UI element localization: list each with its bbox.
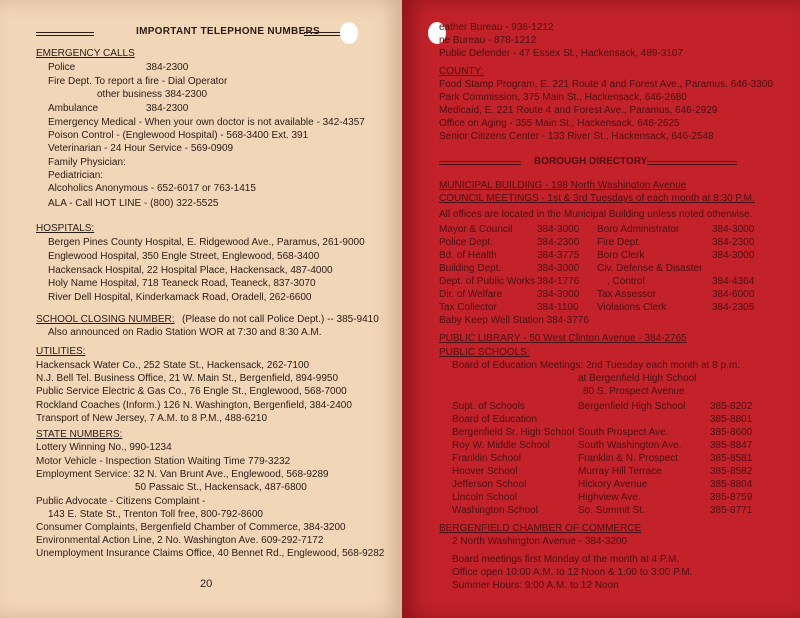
header-rule bbox=[439, 164, 521, 165]
directory-line: Dept. of Public Works bbox=[439, 276, 535, 287]
left-page-header bbox=[36, 26, 366, 40]
directory-line: Bergen Pines County Hospital, E. Ridgewood Ave., Paramus, 261-9000 bbox=[48, 237, 365, 248]
directory-line: 384-6000 bbox=[712, 289, 755, 300]
directory-line: Supt. of Schools bbox=[452, 401, 525, 412]
directory-line: Hackensack Hospital, 22 Hospital Place, Hackensack, 487-4000 bbox=[48, 265, 333, 276]
directory-line: 143 E. State St., Trenton Toll free, 800-792-8600 bbox=[48, 509, 263, 520]
directory-line: Summer Hours: 9:00 A.M. to 12 Noon bbox=[452, 580, 619, 591]
directory-line: Hackensack Water Co., 252 State St., Hackensack, 262-7100 bbox=[36, 360, 310, 371]
directory-line: Holy Name Hospital, 718 Teaneck Road, Teaneck, 837-3070 bbox=[48, 278, 316, 289]
directory-line: Franklin & N. Prospect bbox=[578, 453, 679, 464]
directory-line: Emergency Medical - When your own doctor is not available - 342-4357 bbox=[48, 117, 365, 128]
directory-line: ALA - Call HOT LINE - (800) 322-5525 bbox=[48, 198, 219, 209]
directory-line: Tax Collector bbox=[439, 302, 497, 313]
section-heading: HOSPITALS: bbox=[36, 223, 95, 234]
directory-line: 384-3000 bbox=[537, 224, 580, 235]
directory-line: Murray Hill Terrace bbox=[578, 466, 662, 477]
directory-line: Rockland Coaches (Inform.) 126 N. Washington, Bergenfield, 384-2400 bbox=[36, 400, 352, 411]
header-rule bbox=[647, 161, 737, 162]
directory-line: 384-3000 bbox=[537, 263, 580, 274]
directory-line: Civ. Defense & Disaster bbox=[597, 263, 703, 274]
directory-line: Baby Keep Well Station 384-3776 bbox=[439, 315, 589, 326]
directory-line: Office open 10:00 A.M. to 12 Noon & 1:00 to 3:00 P.M. bbox=[452, 567, 693, 578]
directory-line: 384-3000 bbox=[712, 224, 755, 235]
directory-line: Alcoholics Anonymous - 652-6017 or 763-1415 bbox=[48, 183, 256, 194]
directory-line: Board of Education Meetings: 2nd Tuesday each month at 8 p.m. bbox=[452, 360, 740, 371]
directory-line: Motor Vehicle - Inspection Station Waiting Time 779-3232 bbox=[36, 456, 291, 467]
page-number: 20 bbox=[200, 578, 213, 590]
directory-line: Transport of New Jersey, 7 A.M. to 8 P.M., 488-6210 bbox=[36, 413, 268, 424]
directory-line: Board meetings first Monday of the month at 4 P.M. bbox=[452, 554, 680, 565]
directory-line: 384-3000 bbox=[712, 250, 755, 261]
header-rule bbox=[439, 161, 521, 162]
directory-line: Bergenfield Sr. High School bbox=[452, 427, 575, 438]
header-rule bbox=[304, 35, 344, 36]
header-rule bbox=[36, 32, 94, 33]
right-page-title: BOROUGH DIRECTORY bbox=[534, 156, 648, 167]
directory-line: Board of Education bbox=[452, 414, 538, 425]
section-heading: BERGENFIELD CHAMBER OF COMMERCE bbox=[439, 523, 642, 534]
left-page-title: IMPORTANT TELEPHONE NUMBERS bbox=[136, 26, 321, 37]
directory-line: Park Commission, 375 Main St., Hackensack, 646-2680 bbox=[439, 92, 687, 103]
directory-line: Roy W. Middle School bbox=[452, 440, 550, 451]
directory-line: 384-2300 bbox=[712, 237, 755, 248]
directory-line: 384-3775 bbox=[537, 250, 580, 261]
directory-line: 385-8759 bbox=[710, 492, 753, 503]
directory-line: 385-8771 bbox=[710, 505, 753, 516]
directory-line: Franklin School bbox=[452, 453, 521, 464]
directory-line: 384-3000 bbox=[537, 289, 580, 300]
directory-line: 2 North Washington Avenue - 384-3200 bbox=[452, 536, 628, 547]
directory-line: , Control bbox=[607, 276, 645, 287]
directory-line: Senior Citizens Center - 133 River St., Hackensack, 646-2548 bbox=[439, 131, 714, 142]
section-heading: COUNTY: bbox=[439, 66, 484, 77]
directory-line: Bd. of Health bbox=[439, 250, 497, 261]
section-heading: MUNICIPAL BUILDING - 198 North Washington Avenue bbox=[439, 180, 687, 191]
directory-line: Mayor & Council bbox=[439, 224, 513, 235]
directory-line: (Please do not call Police Dept.) -- 385-9410 bbox=[182, 314, 379, 325]
directory-line: 384-2300 bbox=[146, 103, 189, 114]
directory-line: Public Advocate - Citizens Complaint - bbox=[36, 496, 206, 507]
directory-line: All offices are located in the Municipal Building unless noted otherwise. bbox=[439, 209, 753, 220]
directory-line: Employment Service: 32 N. Van Brunt Ave., Englewood, 568-9289 bbox=[36, 469, 329, 480]
directory-line: Office on Aging - 355 Main St., Hackensack, 646-2625 bbox=[439, 118, 680, 129]
directory-line: River Dell Hospital, Kinderkamack Road, Oradell, 262-6600 bbox=[48, 292, 312, 303]
directory-line: 385-8847 bbox=[710, 440, 753, 451]
directory-line: 384-2300 bbox=[146, 62, 189, 73]
directory-line: 80 S. Prospect Avenue bbox=[583, 386, 685, 397]
directory-line: 385-8581 bbox=[710, 453, 753, 464]
directory-line: Fire Dept. bbox=[597, 237, 641, 248]
section-heading: PUBLIC SCHOOLS: bbox=[439, 347, 530, 358]
directory-line: Environmental Action Line, 2 No. Washington Ave. 609-292-7172 bbox=[36, 535, 324, 546]
directory-line: other business 384-2300 bbox=[97, 89, 208, 100]
directory-line: N.J. Bell Tel. Business Office, 21 W. Main St., Bergenfield, 894-9950 bbox=[36, 373, 339, 384]
directory-line: Dir. of Welfare bbox=[439, 289, 503, 300]
directory-line: 384-2300 bbox=[537, 237, 580, 248]
section-heading: SCHOOL CLOSING NUMBER: bbox=[36, 314, 175, 325]
directory-line: at Bergenfield High School bbox=[578, 373, 697, 384]
directory-line: 384-1100 bbox=[537, 302, 579, 313]
directory-line: Building Dept. bbox=[439, 263, 502, 274]
directory-line: Lottery Winning No., 990-1234 bbox=[36, 442, 172, 453]
directory-line: South Prospect Ave. bbox=[578, 427, 669, 438]
directory-line: Jefferson School bbox=[452, 479, 527, 490]
directory-line: Lincoln School bbox=[452, 492, 518, 503]
directory-line: So. Summit St. bbox=[578, 505, 645, 516]
directory-line: Washington School bbox=[452, 505, 538, 516]
directory-line: South Washington Ave. bbox=[578, 440, 682, 451]
header-rule bbox=[304, 32, 344, 33]
directory-line: eather Bureau - 936-1212 bbox=[439, 22, 554, 33]
section-heading: UTILITIES: bbox=[36, 346, 86, 357]
directory-line: 385-8804 bbox=[710, 479, 753, 490]
directory-line: Boro Administrator bbox=[597, 224, 680, 235]
directory-line: Also announced on Radio Station WOR at 7:30 and 8:30 A.M. bbox=[48, 327, 322, 338]
directory-line: Pediatrician: bbox=[48, 170, 104, 181]
section-heading: EMERGENCY CALLS bbox=[36, 48, 135, 59]
directory-line: 384-1776 bbox=[537, 276, 580, 287]
directory-line: Hickory Avenue bbox=[578, 479, 648, 490]
section-heading: PUBLIC LIBRARY - 50 West Clinton Avenue - 384-2765 bbox=[439, 333, 687, 344]
directory-line: ne Bureau - 878-1212 bbox=[439, 35, 537, 46]
directory-line: Violations Clerk bbox=[597, 302, 667, 313]
directory-line: 50 Passaic St., Hackensack, 487-6800 bbox=[135, 482, 307, 493]
header-rule bbox=[647, 164, 737, 165]
section-heading: STATE NUMBERS: bbox=[36, 429, 123, 440]
directory-line: Medicaid, E. 221 Route 4 and Forest Ave., Paramus, 646-2929 bbox=[439, 105, 718, 116]
directory-line: 385-8582 bbox=[710, 466, 753, 477]
directory-line: Englewood Hospital, 350 Engle Street, Englewood, 568-3400 bbox=[48, 251, 320, 262]
directory-line: Bergenfield High School bbox=[578, 401, 686, 412]
directory-line: Boro Clerk bbox=[597, 250, 645, 261]
right-page bbox=[402, 0, 800, 618]
directory-line: Public Defender - 47 Essex St., Hackensack, 489-3107 bbox=[439, 48, 684, 59]
header-rule bbox=[36, 35, 94, 36]
directory-line: Highview Ave. bbox=[578, 492, 641, 503]
directory-line: Police Dept. bbox=[439, 237, 493, 248]
directory-line: Family Physician: bbox=[48, 157, 126, 168]
directory-line: Hoover School bbox=[452, 466, 518, 477]
directory-line: Unemployment Insurance Claims Office, 40 Bennet Rd., Englewood, 568-9282 bbox=[36, 548, 385, 559]
section-heading: COUNCIL MEETINGS - 1st & 3rd Tuesdays of each month at 8:30 P.M. bbox=[439, 193, 755, 204]
directory-line: 384-2305 bbox=[712, 302, 755, 313]
directory-line: 384-4364 bbox=[712, 276, 755, 287]
directory-line: 385-8600 bbox=[710, 427, 753, 438]
punch-hole bbox=[340, 22, 358, 44]
directory-line: 385-8202 bbox=[710, 401, 753, 412]
directory-line: Public Service Electric & Gas Co., 76 Engle St., Englewood, 568-7000 bbox=[36, 386, 347, 397]
directory-line: Ambulance bbox=[48, 103, 99, 114]
directory-line: Poison Control - (Englewood Hospital) - 568-3400 Ext. 391 bbox=[48, 130, 309, 141]
directory-line: Police bbox=[48, 62, 76, 73]
directory-line: Veterinarian - 24 Hour Service - 569-0909 bbox=[48, 143, 234, 154]
directory-line: Consumer Complaints, Bergenfield Chamber of Commerce, 384-3200 bbox=[36, 522, 346, 533]
directory-line: Food Stamp Program, E. 221 Route 4 and Forest Ave., Paramus, 646-3300 bbox=[439, 79, 773, 90]
directory-line: Tax Assessor bbox=[597, 289, 656, 300]
directory-line: 385-8801 bbox=[710, 414, 753, 425]
directory-line: Fire Dept. To report a fire - Dial Operator bbox=[48, 76, 228, 87]
